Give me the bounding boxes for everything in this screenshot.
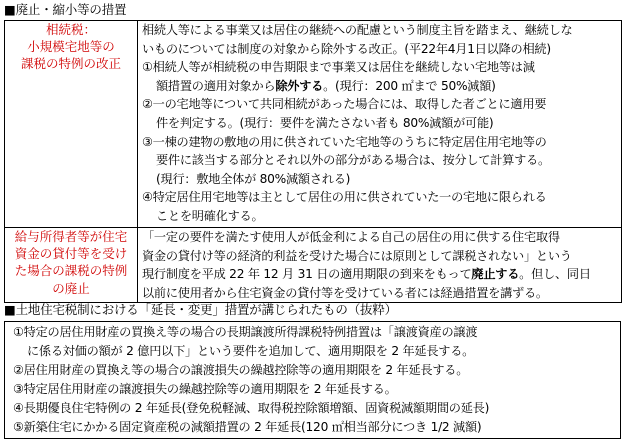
emphasis-text: 廃止する xyxy=(471,267,520,282)
label-line: 課税の特例の改正 xyxy=(20,56,121,72)
list-item: ④長期優良住宅特例の 2 年延長(登免税軽減、取得税控除額増額、固資税減額期間の延長) xyxy=(13,401,490,415)
label-line: 小規模宅地等の xyxy=(27,39,115,55)
item-text: 要件に該当する部分とそれ以外の部分がある場合は、按分して計算する。 xyxy=(156,153,550,168)
table-row xyxy=(5,228,622,303)
item-text: 。但し、同日 xyxy=(519,267,591,282)
item-text: ③一棟の建物の敷地の用に供されていた宅地等のうちに特定居住用宅地等の xyxy=(142,134,547,149)
list-item xyxy=(138,95,621,132)
intro-line: いものについては制度の対象から除外する改正。(平22年4月1日以降の相続) xyxy=(142,41,551,56)
label-line: の廃止 xyxy=(52,280,90,296)
item-text: 額措置の適用対象から xyxy=(156,78,276,93)
section-heading-reductions: ■廃止・縮小等の措置 xyxy=(4,2,127,17)
content-line: 資金の貸付け等の経済的利益を受けた場合には原則として課税されない」という xyxy=(142,248,572,263)
row-label-inheritance-tax xyxy=(5,21,138,228)
label-line: 給与所得者等が住宅 xyxy=(14,229,128,244)
row-label-housing-loan xyxy=(5,228,138,303)
row-content-inheritance-tax xyxy=(138,21,622,228)
item-text: ことを明確化する。 xyxy=(156,208,264,223)
list-item xyxy=(138,58,621,95)
list-item xyxy=(5,323,620,361)
section-heading-extensions: ■土地住宅税制における「延長・変更」措置が講じられたもの（抜粋） xyxy=(4,302,397,317)
table-row xyxy=(5,21,622,228)
list-item xyxy=(138,188,621,225)
label-line: た場合の課税の特例 xyxy=(14,263,128,279)
extensions-box xyxy=(4,321,621,439)
item-text: ①特定の居住用財産の買換え等の場合の長期譲渡所得課税特例措置は「譲渡資産の譲渡 xyxy=(13,325,478,339)
item-text: ②一の宅地等について共同相続があった場合には、取得した者ごとに適用要 xyxy=(142,97,547,112)
intro-line: 相続人等による事業又は居住の継続への配慮という制度主旨を踏まえ、継続しな xyxy=(142,23,573,37)
item-text: ④特定居住用宅地等は主として居住の用に供されていた一の宅地に限られる xyxy=(142,190,547,205)
item-text: 現行制度を平成 22 年 12 月 31 日の適用期限の到来をもって xyxy=(142,267,472,282)
label-line: 資金の貸付等を受け xyxy=(14,246,128,262)
item-text: 件を判定する。(現行：要件を満たさない者も 80%減額が可能) xyxy=(156,115,494,130)
item-note: (現行：敷地全体が 80%減額される) xyxy=(156,171,351,186)
list-item xyxy=(138,133,621,170)
list-item: ②居住用財産の買換え等の場合の譲渡損失の繰越控除等の適用期限を 2 年延長する。 xyxy=(13,363,469,377)
list-item: ③特定居住用財産の譲渡損失の繰越控除等の適用期限を 2 年延長する。 xyxy=(13,382,397,396)
content-line: 以前に使用者から住宅資金の貸付等を受けている者には経過措置を講ずる。 xyxy=(142,285,548,300)
measures-table xyxy=(4,20,622,303)
row-content-housing-loan xyxy=(138,228,622,303)
emphasis-text: 除外する xyxy=(275,78,324,93)
item-text: に係る対価の額が 2 億円以下」という要件を追加して、適用期限を 2 年延長する。 xyxy=(27,344,475,358)
item-text: 。(現行：200 ㎡まで 50%減額) xyxy=(323,78,496,93)
label-line: 相続税： xyxy=(45,22,96,37)
content-line xyxy=(138,265,621,284)
item-text: ①相続人等が相続税の申告期限まで事業又は居住を継続しない宅地等は減 xyxy=(142,60,535,75)
content-line: 「一定の要件を満たす使用人が低金利による自己の居住の用に供する住宅取得 xyxy=(142,230,560,244)
list-item: ⑤新築住宅にかかる固定資産税の減額措置の 2 年延長(120 ㎡相当部分につき 1/2 減額) xyxy=(13,420,482,434)
